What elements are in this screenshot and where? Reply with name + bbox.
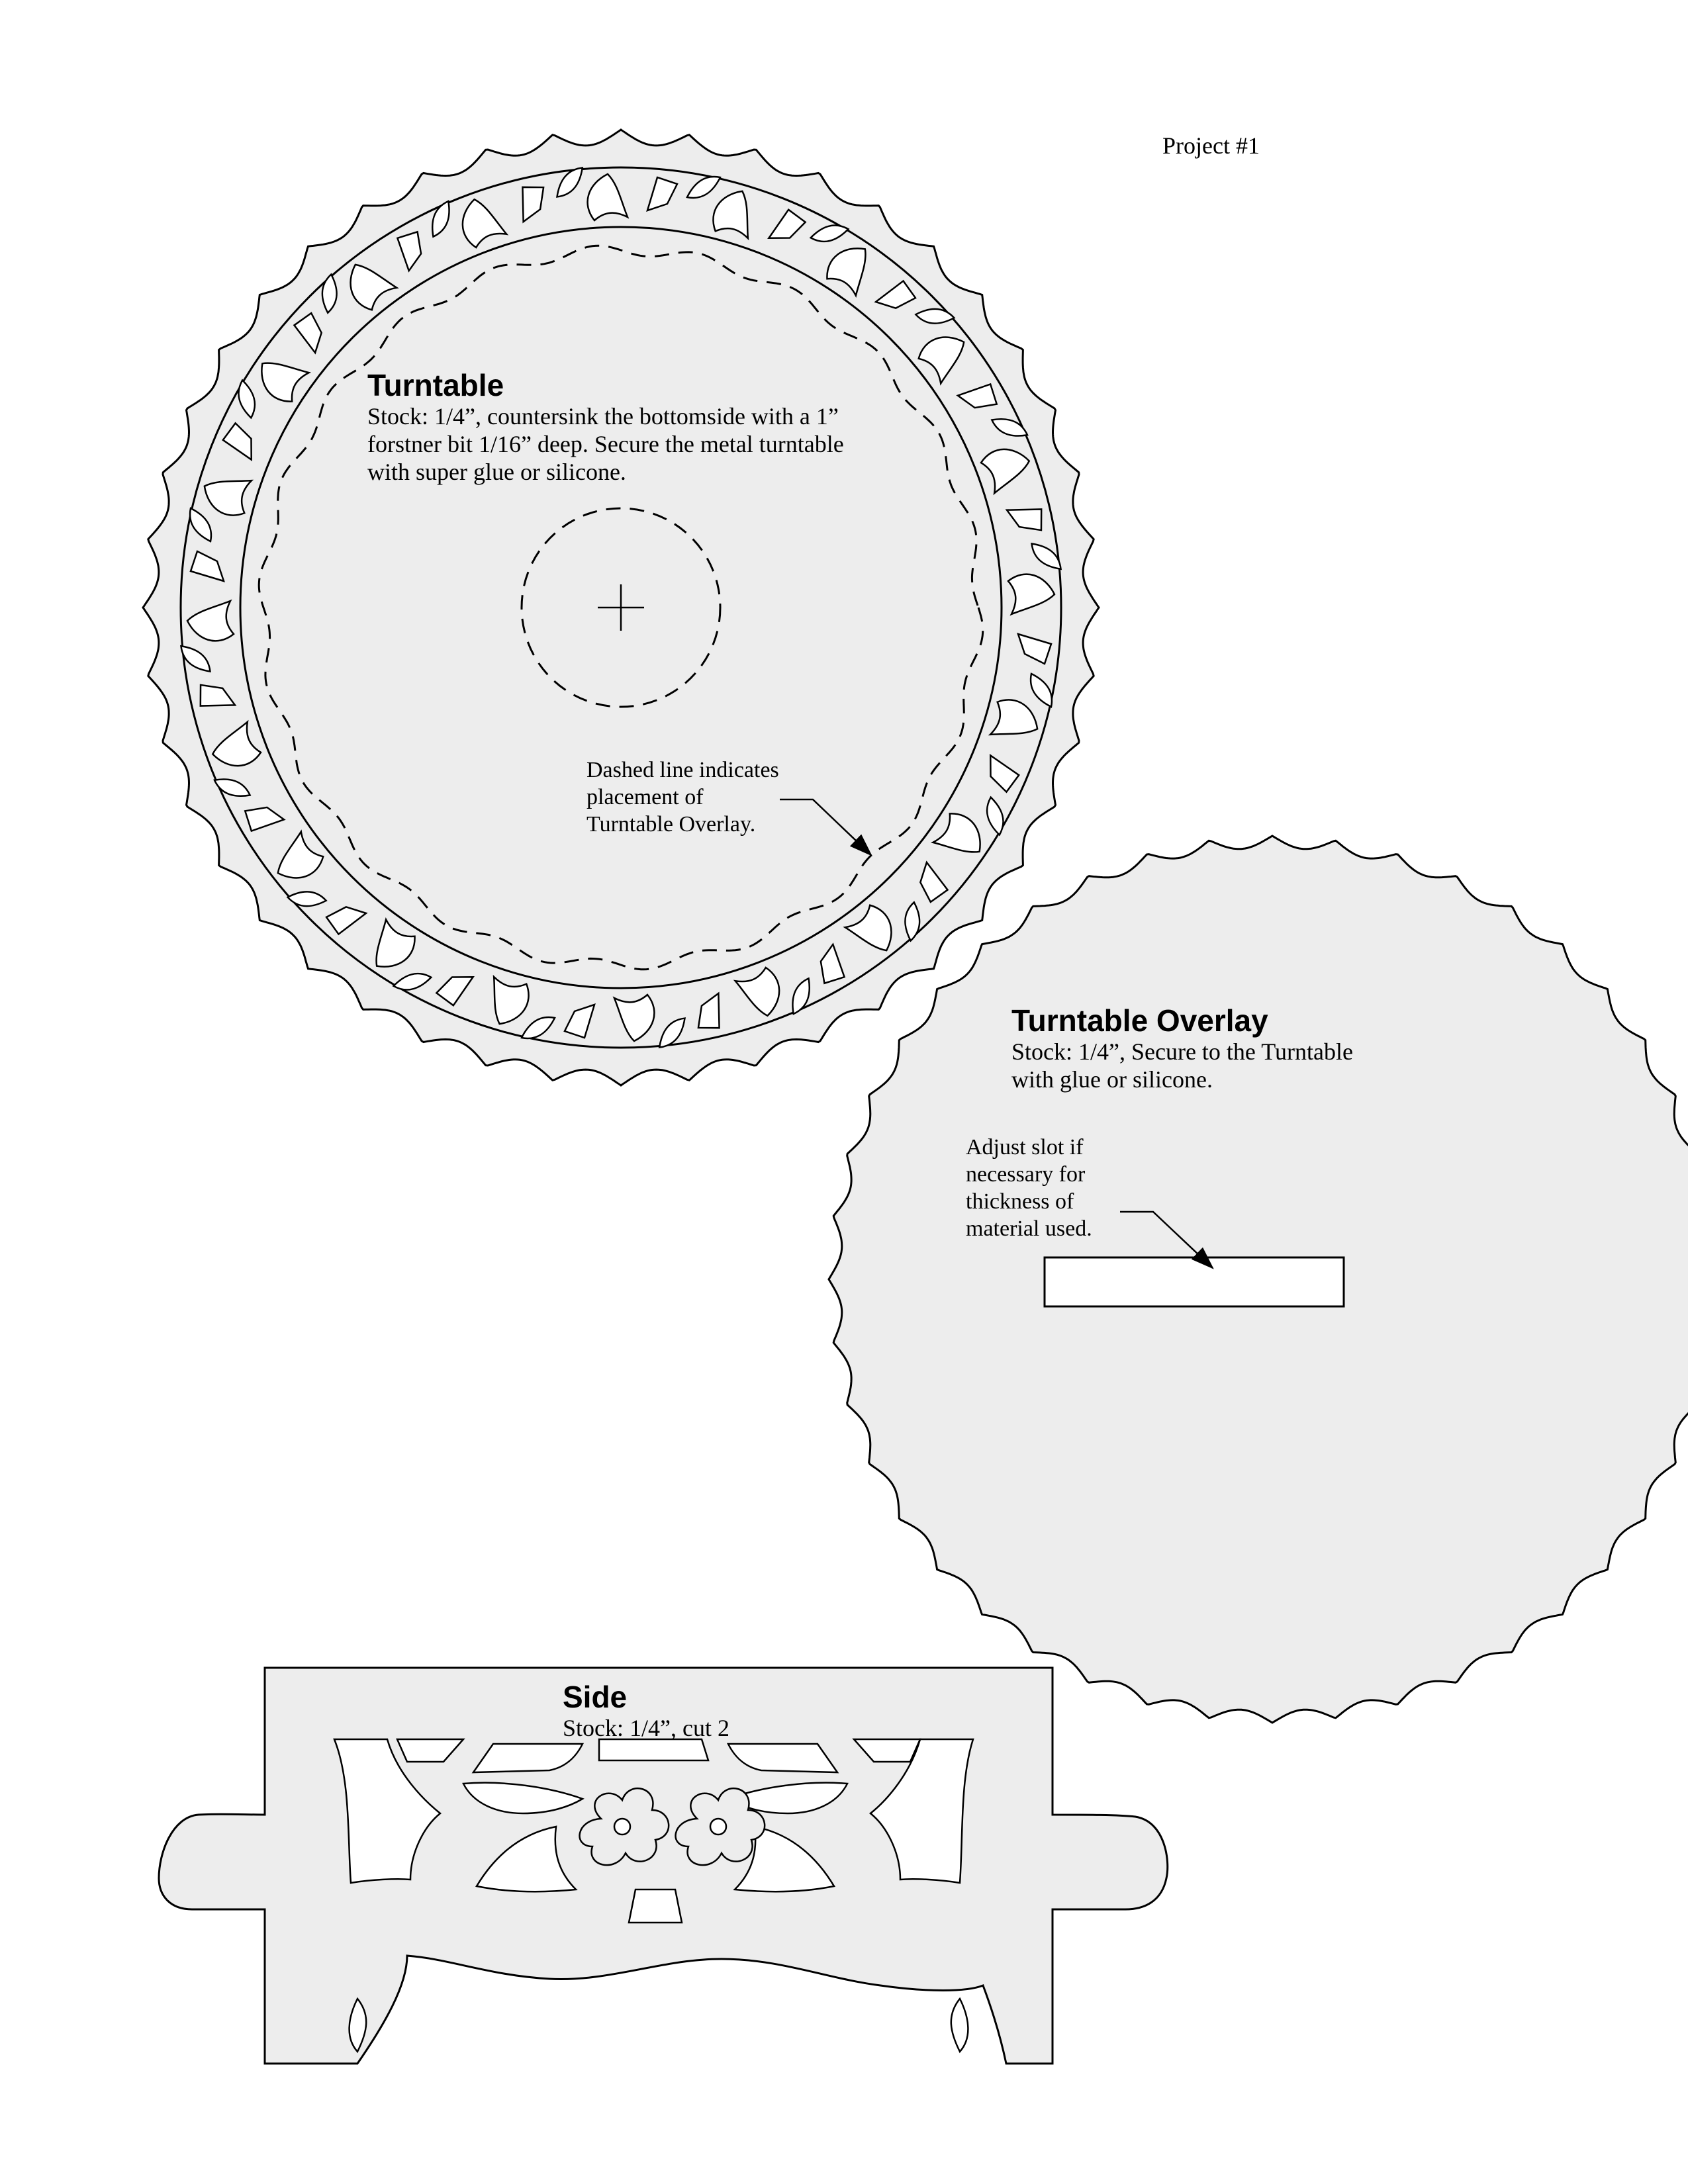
overlay-text-line-2: with glue or silicone. [1011,1066,1213,1093]
flower-left-center [614,1819,630,1835]
flower-right-center [710,1819,726,1835]
side-cutout-bottom-center [629,1889,682,1923]
side-text-block [563,1680,729,1742]
overlay-callout-line-4: material used. [966,1216,1092,1241]
turntable-text-line-3: with super glue or silicone. [367,459,626,485]
side-text-line-1: Stock: 1/4”, cut 2 [563,1715,729,1741]
overlay-callout-text [966,1134,1092,1242]
right-foot-hook [951,1999,968,2052]
overlay-callout-line-3: thickness of [966,1189,1074,1214]
turntable-callout-line-3: Turntable Overlay. [586,812,756,837]
side-cutout-top-center [599,1739,708,1760]
turntable-part [143,130,1099,1085]
side-foot-hooks [350,1999,968,2052]
overlay-text-line-1: Stock: 1/4”, Secure to the Turntable [1011,1038,1353,1065]
turntable-callout-text [586,756,779,838]
project-label: Project #1 [1162,132,1260,159]
overlay-slot [1045,1257,1344,1306]
turntable-callout-line-2: placement of [586,785,704,809]
turntable-title: Turntable [367,368,504,402]
overlay-callout-line-1: Adjust slot if [966,1135,1084,1160]
overlay-callout-line-2: necessary for [966,1162,1086,1187]
turntable-text-line-2: forstner bit 1/16” deep. Secure the metal turntable [367,431,844,457]
turntable-callout-line-1: Dashed line indicates [586,758,779,782]
turntable-text-line-1: Stock: 1/4”, countersink the bottomside with a 1” [367,403,839,430]
overlay-text-block [1011,1003,1353,1093]
turntable-text-block [367,368,844,486]
overlay-title: Turntable Overlay [1011,1003,1268,1038]
side-title: Side [563,1680,628,1714]
overlay-part [829,836,1688,1723]
